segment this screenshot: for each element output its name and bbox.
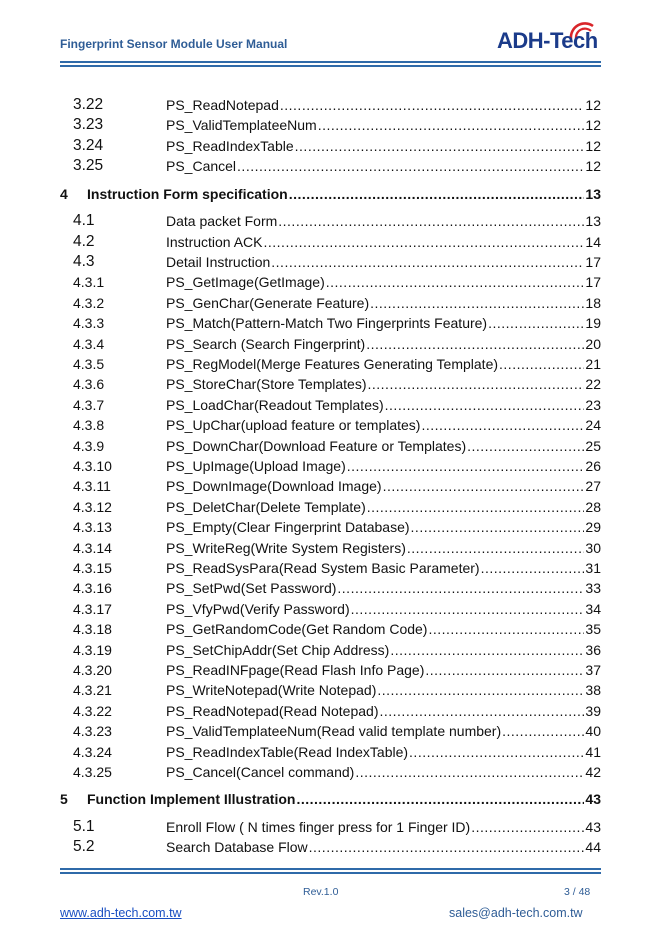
toc-chapter-entry[interactable] — [0, 789, 662, 809]
toc-dot-leader — [481, 558, 585, 578]
toc-entry-page: 12 — [585, 138, 601, 154]
toc-entry-page: 31 — [585, 560, 601, 576]
toc-entry-page: 37 — [585, 662, 601, 678]
toc-entry-number: 4.3.14 — [73, 540, 112, 556]
email-address: sales@adh-tech.com.tw — [449, 906, 583, 920]
toc-dot-leader — [428, 619, 584, 639]
toc-entry-number: 4.3.23 — [73, 723, 112, 739]
logo-text: ADH-Tech — [497, 28, 598, 53]
toc-entry[interactable] — [0, 293, 662, 313]
toc-entry-line — [166, 517, 601, 537]
toc-chapter-entry[interactable] — [0, 184, 662, 204]
toc-entry-page: 44 — [585, 839, 601, 855]
toc-entry-line — [166, 252, 601, 272]
toc-entry-label: Detail Instruction — [166, 254, 271, 270]
toc-dot-leader — [318, 115, 585, 135]
toc-entry-number: 4.3 — [73, 253, 95, 270]
toc-entry[interactable] — [0, 517, 662, 537]
toc-dot-leader — [411, 517, 585, 537]
toc-entry-number: 4.3.2 — [73, 295, 105, 311]
toc-dot-leader — [337, 578, 584, 598]
toc-entry-label: PS_GenChar(Generate Feature) — [166, 295, 370, 311]
toc-dot-leader — [367, 497, 585, 517]
toc-entry-page: 42 — [585, 764, 601, 780]
toc-entry-page: 13 — [585, 186, 601, 202]
toc-entry-number: 4.3.18 — [73, 621, 112, 637]
toc-entry-line — [166, 115, 601, 135]
toc-entry-number: 5 — [60, 791, 68, 807]
toc-entry-number: 4.3.1 — [73, 274, 105, 290]
toc-entry-label: PS_DeletChar(Delete Template) — [166, 499, 366, 515]
toc-dot-leader — [278, 211, 584, 231]
toc-entry-line — [166, 701, 601, 721]
toc-entry-number: 4.3.19 — [73, 642, 112, 658]
toc-entry[interactable] — [0, 313, 662, 333]
toc-dot-leader — [499, 354, 584, 374]
toc-entry-label: PS_Empty(Clear Fingerprint Database) — [166, 519, 410, 535]
revision-label: Rev.1.0 — [303, 886, 339, 898]
toc-entry-page: 26 — [585, 458, 601, 474]
toc-entry-line — [166, 436, 601, 456]
toc-entry[interactable] — [0, 374, 662, 394]
toc-dot-leader — [237, 156, 584, 176]
toc-entry[interactable] — [0, 817, 662, 837]
toc-dot-leader — [383, 476, 585, 496]
toc-entry-number: 4.3.24 — [73, 744, 112, 760]
toc-entry[interactable] — [0, 619, 662, 639]
toc-entry-number: 4.1 — [73, 212, 95, 229]
toc-entry-page: 43 — [585, 791, 601, 807]
toc-dot-leader — [355, 762, 584, 782]
toc-entry[interactable] — [0, 136, 662, 156]
toc-entry-number: 4.3.7 — [73, 397, 105, 413]
toc-entry-line — [166, 660, 601, 680]
footer-rule — [60, 868, 601, 870]
toc-entry-label: PS_ReadIndexTable — [166, 138, 294, 154]
toc-entry-line — [166, 578, 601, 598]
toc-entry[interactable] — [0, 497, 662, 517]
toc-entry-page: 28 — [585, 499, 601, 515]
toc-entry[interactable] — [0, 95, 662, 115]
toc-entry-page: 19 — [585, 315, 601, 331]
toc-entry-label: PS_ReadSysPara(Read System Basic Parameter) — [166, 560, 480, 576]
toc-entry-label: PS_UpChar(upload feature or templates) — [166, 417, 421, 433]
toc-dot-leader — [488, 313, 584, 333]
toc-entry-label: PS_DownChar(Download Feature or Templates) — [166, 438, 467, 454]
toc-entry-number: 4 — [60, 186, 68, 202]
toc-entry-number: 4.3.11 — [73, 478, 111, 494]
toc-entry-label: PS_UpImage(Upload Image) — [166, 458, 346, 474]
toc-entry-line — [166, 640, 601, 660]
toc-entry[interactable] — [0, 354, 662, 374]
toc-entry-page: 25 — [585, 438, 601, 454]
toc-entry-label: PS_Cancel — [166, 158, 237, 174]
toc-entry-line — [166, 599, 601, 619]
toc-entry[interactable] — [0, 558, 662, 578]
toc-entry-label: PS_RegModel(Merge Features Generating Template) — [166, 356, 499, 372]
page-indicator: 3 / 48 — [564, 886, 591, 898]
toc-entry-number: 4.3.4 — [73, 336, 105, 352]
toc-entry-line — [166, 456, 601, 476]
toc-entry-line — [166, 721, 601, 741]
toc-entry-page: 18 — [585, 295, 601, 311]
toc-entry-number: 3.24 — [73, 137, 104, 154]
toc-dot-leader — [326, 272, 585, 292]
toc-dot-leader — [390, 640, 584, 660]
toc-entry-label: PS_Search (Search Fingerprint) — [166, 336, 366, 352]
toc-entry-label: PS_WriteNotepad(Write Notepad) — [166, 682, 377, 698]
toc-entry[interactable] — [0, 456, 662, 476]
toc-dot-leader — [280, 95, 585, 115]
toc-entry[interactable] — [0, 415, 662, 435]
toc-entry-label: Data packet Form — [166, 213, 278, 229]
toc-entry-page: 41 — [585, 744, 601, 760]
header-rule — [60, 61, 601, 63]
toc-entry-line — [166, 619, 601, 639]
toc-entry-line — [166, 95, 601, 115]
toc-entry-label: PS_Cancel(Cancel command) — [166, 764, 355, 780]
toc-entry-page: 14 — [585, 234, 601, 250]
toc-entry-label: PS_Match(Pattern-Match Two Fingerprints Feature) — [166, 315, 488, 331]
toc-entry-label: Enroll Flow ( N times finger press for 1 Finger ID) — [166, 819, 471, 835]
toc-entry-line — [166, 497, 601, 517]
toc-entry-number: 4.3.20 — [73, 662, 112, 678]
toc-dot-leader — [385, 395, 585, 415]
toc-entry-line — [166, 762, 601, 782]
toc-dot-leader — [421, 415, 584, 435]
toc-entry-label: PS_DownImage(Download Image) — [166, 478, 382, 494]
toc-entry-page: 17 — [585, 274, 601, 290]
toc-entry-line — [166, 742, 601, 762]
toc-entry-number: 4.2 — [73, 233, 95, 250]
company-logo — [497, 20, 611, 56]
toc-entry-line — [166, 136, 601, 156]
toc-entry-label: PS_ReadIndexTable(Read IndexTable) — [166, 744, 409, 760]
toc-entry-label: Instruction ACK — [166, 234, 263, 250]
toc-entry-line — [166, 211, 601, 231]
toc-entry-label: PS_LoadChar(Readout Templates) — [166, 397, 384, 413]
toc-entry-label: PS_SetPwd(Set Password) — [166, 580, 337, 596]
toc-entry-page: 36 — [585, 642, 601, 658]
toc-dot-leader — [271, 252, 584, 272]
toc-entry-page: 13 — [585, 213, 601, 229]
toc-entry-page: 30 — [585, 540, 601, 556]
toc-entry-number: 4.3.9 — [73, 438, 105, 454]
toc-entry-page: 12 — [585, 117, 601, 133]
toc-entry-label: PS_ReadINFpage(Read Flash Info Page) — [166, 662, 425, 678]
toc-entry-page: 12 — [585, 158, 601, 174]
toc-entry[interactable] — [0, 232, 662, 252]
toc-entry[interactable] — [0, 334, 662, 354]
toc-entry[interactable] — [0, 680, 662, 700]
toc-entry-label: PS_SetChipAddr(Set Chip Address) — [166, 642, 390, 658]
toc-entry-page: 21 — [585, 356, 601, 372]
toc-entry-page: 43 — [585, 819, 601, 835]
toc-entry-page: 33 — [585, 580, 601, 596]
toc-entry[interactable] — [0, 721, 662, 741]
toc-entry[interactable] — [0, 252, 662, 272]
toc-entry[interactable] — [0, 578, 662, 598]
toc-dot-leader — [264, 232, 585, 252]
toc-entry-line — [87, 184, 601, 204]
toc-entry-line — [166, 156, 601, 176]
toc-entry-label: Function Implement Illustration — [87, 791, 296, 807]
toc-dot-leader — [309, 837, 585, 857]
toc-entry-label: Search Database Flow — [166, 839, 308, 855]
header-rule — [60, 65, 601, 67]
toc-entry-number: 4.3.3 — [73, 315, 105, 331]
toc-entry-page: 17 — [585, 254, 601, 270]
toc-dot-leader — [351, 599, 585, 619]
toc-entry-line — [166, 272, 601, 292]
toc-entry-line — [166, 293, 601, 313]
toc-entry-number: 4.3.25 — [73, 764, 112, 780]
toc-entry[interactable] — [0, 436, 662, 456]
toc-entry-label: PS_StoreChar(Store Templates) — [166, 376, 367, 392]
toc-entry-line — [166, 680, 601, 700]
toc-entry[interactable] — [0, 476, 662, 496]
toc-dot-leader — [370, 293, 584, 313]
toc-entry-line — [166, 538, 601, 558]
toc-entry-page: 40 — [585, 723, 601, 739]
toc-entry-line — [166, 817, 601, 837]
toc-entry-number: 3.25 — [73, 157, 104, 174]
toc-entry-label: PS_ReadNotepad(Read Notepad) — [166, 703, 379, 719]
toc-entry-line — [166, 232, 601, 252]
toc-entry-number: 4.3.15 — [73, 560, 112, 576]
toc-entry[interactable] — [0, 701, 662, 721]
toc-entry-label: PS_GetImage(GetImage) — [166, 274, 325, 290]
toc-entry-page: 34 — [585, 601, 601, 617]
toc-entry-label: PS_VfyPwd(Verify Password) — [166, 601, 350, 617]
toc-dot-leader — [296, 789, 584, 809]
toc-dot-leader — [366, 334, 584, 354]
toc-entry-page: 38 — [585, 682, 601, 698]
toc-entry-line — [166, 395, 601, 415]
toc-dot-leader — [289, 184, 585, 204]
toc-entry-line — [166, 558, 601, 578]
toc-entry[interactable] — [0, 762, 662, 782]
toc-dot-leader — [295, 136, 585, 156]
toc-entry[interactable] — [0, 272, 662, 292]
toc-dot-leader — [425, 660, 584, 680]
toc-entry-page: 27 — [585, 478, 601, 494]
toc-entry[interactable] — [0, 837, 662, 857]
toc-dot-leader — [407, 538, 585, 558]
toc-dot-leader — [409, 742, 584, 762]
toc-entry-page: 39 — [585, 703, 601, 719]
toc-entry-number: 4.3.8 — [73, 417, 105, 433]
toc-entry-line — [166, 476, 601, 496]
toc-entry-page: 35 — [585, 621, 601, 637]
toc-entry-line — [166, 313, 601, 333]
toc-dot-leader — [379, 701, 584, 721]
toc-entry-number: 4.3.12 — [73, 499, 112, 515]
toc-entry-page: 20 — [585, 336, 601, 352]
toc-entry[interactable] — [0, 538, 662, 558]
toc-entry-line — [166, 837, 601, 857]
toc-dot-leader — [502, 721, 584, 741]
website-link[interactable]: www.adh-tech.com.tw — [60, 906, 182, 920]
toc-entry-page: 23 — [585, 397, 601, 413]
toc-entry-label: PS_ValidTemplateeNum(Read valid template number) — [166, 723, 502, 739]
toc-entry-number: 4.3.6 — [73, 376, 105, 392]
toc-entry-line — [87, 789, 601, 809]
toc-entry[interactable] — [0, 640, 662, 660]
toc-dot-leader — [471, 817, 584, 837]
toc-entry-number: 4.3.5 — [73, 356, 105, 372]
toc-entry-page: 22 — [585, 376, 601, 392]
toc-entry-number: 5.2 — [73, 838, 95, 855]
toc-entry-number: 5.1 — [73, 818, 95, 835]
toc-entry-number: 4.3.17 — [73, 601, 112, 617]
toc-entry-number: 3.23 — [73, 116, 104, 133]
toc-dot-leader — [368, 374, 585, 394]
toc-dot-leader — [467, 436, 584, 456]
toc-entry-number: 4.3.22 — [73, 703, 112, 719]
toc-entry-number: 4.3.10 — [73, 458, 112, 474]
document-title: Fingerprint Sensor Module User Manual — [60, 37, 288, 51]
footer-rule — [60, 872, 601, 874]
toc-entry-number: 3.22 — [73, 96, 104, 113]
toc-entry[interactable] — [0, 211, 662, 231]
toc-entry-line — [166, 415, 601, 435]
toc-entry[interactable] — [0, 156, 662, 176]
toc-entry-number: 4.3.13 — [73, 519, 112, 535]
toc-entry-label: PS_ValidTemplateeNum — [166, 117, 317, 133]
toc-dot-leader — [347, 456, 585, 476]
toc-entry-label: PS_WriteReg(Write System Registers) — [166, 540, 406, 556]
toc-entry-line — [166, 334, 601, 354]
toc-entry-page: 29 — [585, 519, 601, 535]
toc-entry-label: Instruction Form specification — [87, 186, 288, 202]
toc-entry-label: PS_GetRandomCode(Get Random Code) — [166, 621, 428, 637]
toc-entry[interactable] — [0, 599, 662, 619]
toc-entry-page: 12 — [585, 97, 601, 113]
toc-entry[interactable] — [0, 395, 662, 415]
toc-entry-number: 4.3.16 — [73, 580, 112, 596]
toc-entry-line — [166, 374, 601, 394]
toc-entry[interactable] — [0, 660, 662, 680]
toc-entry-page: 24 — [585, 417, 601, 433]
toc-entry-label: PS_ReadNotepad — [166, 97, 279, 113]
toc-entry-line — [166, 354, 601, 374]
toc-entry[interactable] — [0, 115, 662, 135]
toc-entry[interactable] — [0, 742, 662, 762]
toc-dot-leader — [377, 680, 584, 700]
toc-entry-number: 4.3.21 — [73, 682, 112, 698]
